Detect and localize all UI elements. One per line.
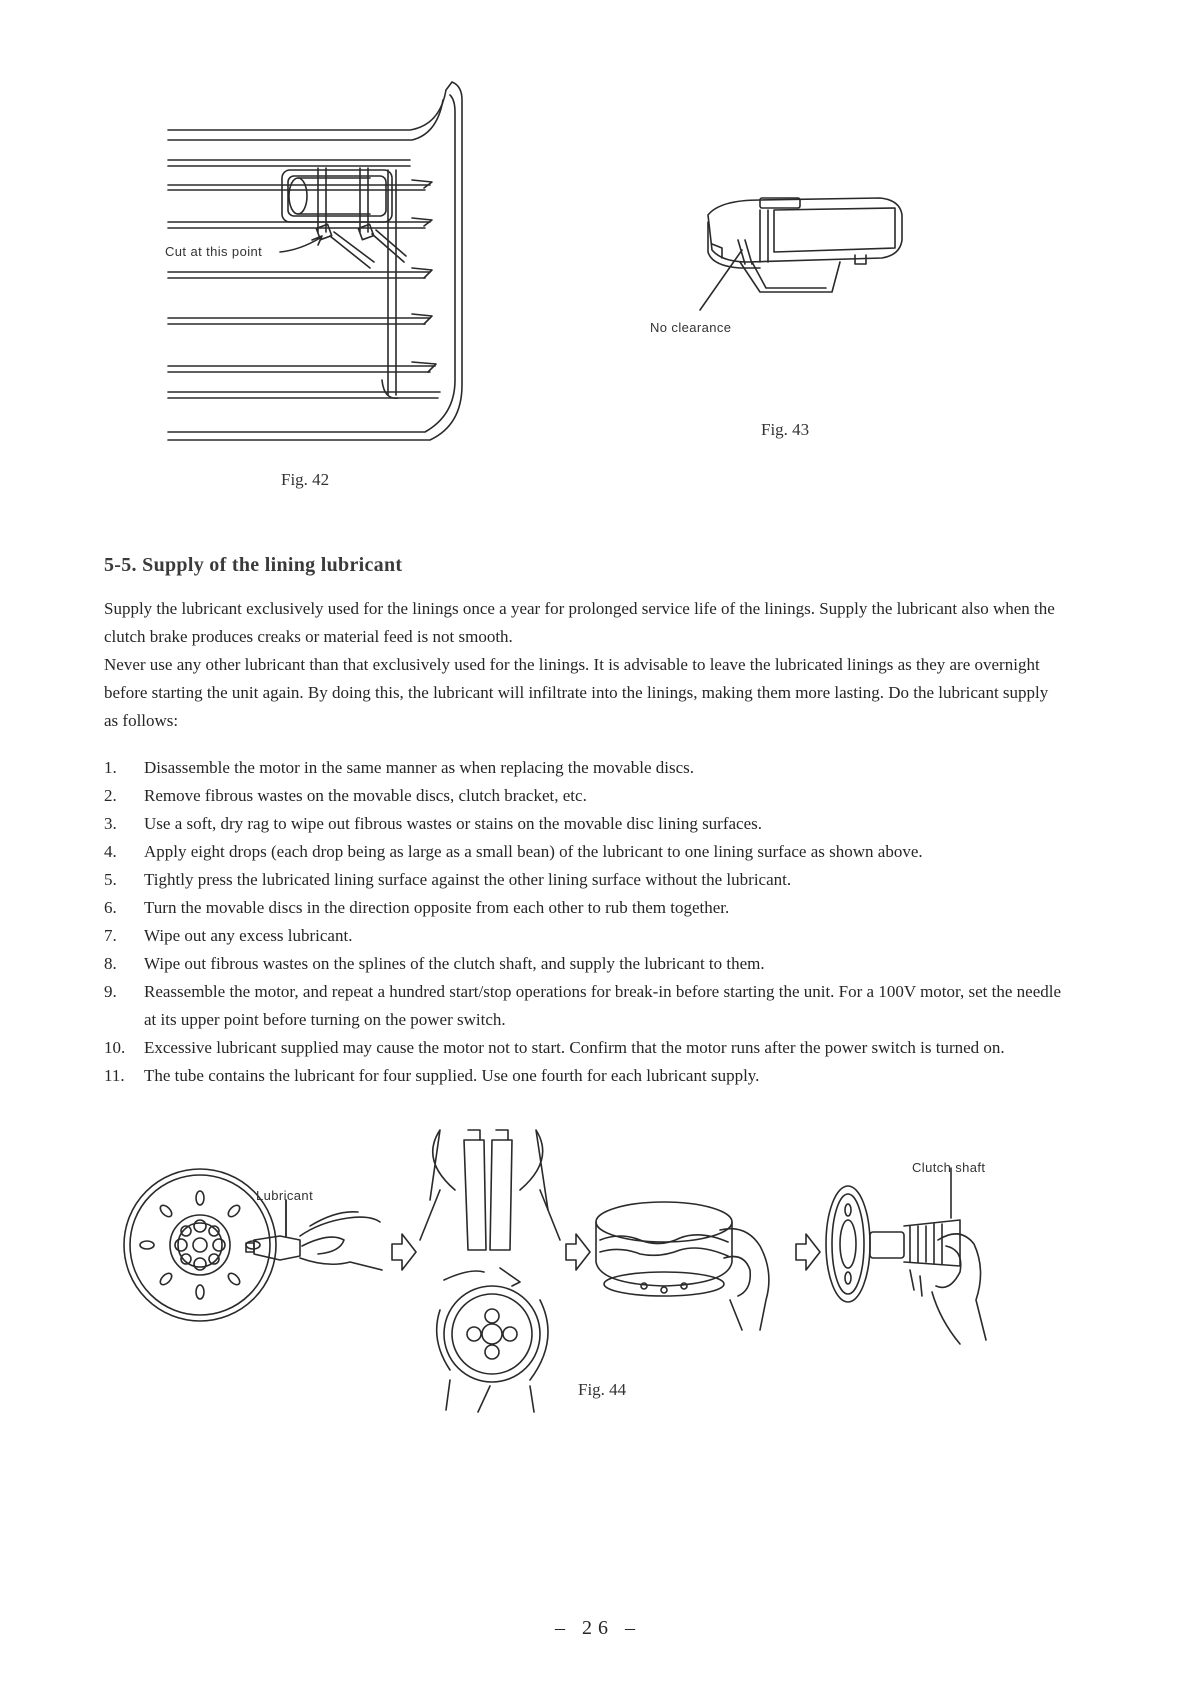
- step-number: 5.: [104, 870, 117, 889]
- fig44-disc-wiping: [596, 1202, 769, 1330]
- step-text: The tube contains the lubricant for four supplied. Use one fourth for each lubricant supply.: [144, 1066, 760, 1085]
- page-number: – 26 –: [555, 1617, 641, 1639]
- fig44-arrow-3: [796, 1234, 820, 1270]
- step-text: Tightly press the lubricated lining surface against the other lining surface without the lubricant.: [144, 870, 792, 889]
- fig44-caption: Fig. 44: [578, 1380, 627, 1399]
- step-number: 2.: [104, 786, 117, 805]
- fig44-callout-shaft: Clutch shaft: [912, 1160, 986, 1175]
- fig43-caption: Fig. 43: [761, 420, 810, 439]
- fig44-arrow-1: [392, 1234, 416, 1270]
- step-text: Apply eight drops (each drop being as large as a small bean) of the lubricant to one lining surface as shown above.: [144, 842, 923, 861]
- step-text: Remove fibrous wastes on the movable discs, clutch bracket, etc.: [144, 786, 587, 805]
- step-number: 3.: [104, 814, 117, 833]
- step-number: 8.: [104, 954, 117, 973]
- step-number: 6.: [104, 898, 117, 917]
- fig44-arrow-2: [566, 1234, 590, 1270]
- step-number: 9.: [104, 982, 117, 1001]
- step-number: 1.: [104, 758, 117, 777]
- section-title: 5-5. Supply of the lining lubricant: [104, 554, 403, 576]
- fig44-discs-pressed: [420, 1130, 560, 1286]
- step-text: Reassemble the motor, and repeat a hundred start/stop operations for break-in before starting the unit. For a 100V motor, set the needle at its upper point before turning on the power switch.: [144, 982, 1062, 1029]
- step-number: 11.: [104, 1066, 125, 1085]
- step-number: 7.: [104, 926, 117, 945]
- step-text: Wipe out fibrous wastes on the splines of the clutch shaft, and supply the lubricant to them.: [144, 954, 765, 973]
- fig43-callout-label: No clearance: [650, 320, 732, 335]
- step-number: 10.: [104, 1038, 126, 1057]
- step-text: Turn the movable discs in the direction opposite from each other to rub them together.: [144, 898, 730, 917]
- step-text: Excessive lubricant supplied may cause the motor not to start. Confirm that the motor runs after the power switch is turned on.: [144, 1038, 1005, 1057]
- fig44-disc-turning: [437, 1286, 548, 1412]
- fig42-caption: Fig. 42: [281, 470, 330, 489]
- fig42-callout-label: Cut at this point: [165, 244, 263, 259]
- fig44-callout-lubricant: Lubricant: [256, 1188, 314, 1203]
- section-paragraph-1: Supply the lubricant exclusively used for the linings once a year for prolonged service life of the linings. Supply the lubricant also when the clutch brake produces creaks or material feed is not smooth.: [104, 599, 1055, 646]
- fig44-hand-with-tube: [246, 1200, 382, 1270]
- step-number: 4.: [104, 842, 117, 861]
- step-text: Disassemble the motor in the same manner as when replacing the movable discs.: [144, 758, 694, 777]
- step-text: Use a soft, dry rag to wipe out fibrous wastes or stains on the movable disc lining surfaces.: [144, 814, 763, 833]
- section-paragraph-2: Never use any other lubricant than that exclusively used for the linings. It is advisable to leave the lubricated linings as they are overnight before starting the unit again. By doing this, the lubricant will infiltrate into the linings, making them more lasting. Do the lubricant supply as follows:: [104, 655, 1049, 730]
- fig44-clutch-shaft: [826, 1168, 986, 1344]
- step-text: Wipe out any excess lubricant.: [144, 926, 353, 945]
